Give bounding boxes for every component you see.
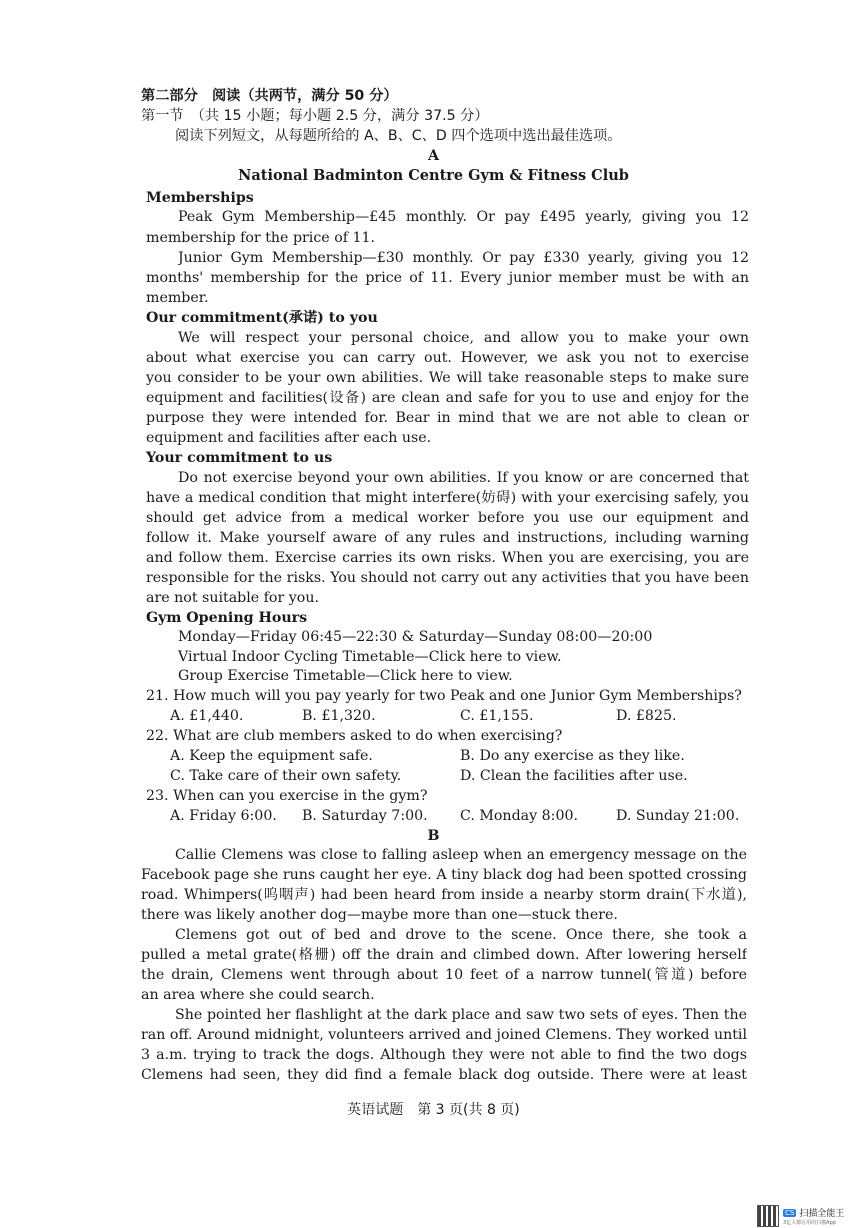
passage-a-letter: A [427, 148, 439, 164]
our-commitment-line: about what exercise you can carry out. However, we ask you not to exercise [146, 350, 749, 366]
passage-b-line: She pointed her flashlight at the dark place and saw two sets of eyes. Then the [175, 1007, 747, 1023]
qr-code-icon [757, 1205, 779, 1227]
option-c: C. Monday 8:00. [460, 808, 579, 824]
option-b: B. Do any exercise as they like. [460, 748, 685, 764]
your-commitment-line: are not suitable for you. [146, 590, 319, 606]
passage-b-line: road. Whimpers(呜咽声) had been heard from inside a nearby storm drain(下水道), [141, 887, 747, 903]
option-d: D. Clean the facilities after use. [460, 768, 688, 784]
memberships-line: Junior Gym Membership—£30 monthly. Or pay £330 yearly, giving you 12 [178, 250, 749, 266]
your-commitment-line: and follow them. Exercise carries its own risks. When you are exercising, you are [146, 550, 749, 566]
passage-b-line: the drain, Clemens went through about 10 feet of a narrow tunnel(管道) before [141, 967, 747, 983]
option-c: C. £1,155. [460, 708, 534, 724]
our-commitment-line: We will respect your personal choice, and allow you to make your own [178, 330, 749, 346]
our-commitment-line: purpose they were intended for. Bear in mind that we are not able to clean or [146, 410, 749, 426]
your-commitment-line: responsible for the risks. You should not carry out any activities that you have been [146, 570, 749, 586]
passage-b-line: ran off. Around midnight, volunteers arrived and joined Clemens. They worked until [141, 1027, 747, 1043]
our-commitment-line: equipment and facilities(设备) are clean and safe for you to use and enjoy for the [146, 390, 749, 406]
memberships-line: months' membership for the price of 11. Every junior member must be with an [146, 270, 749, 286]
hours-line: Monday—Friday 06:45—22:30 & Saturday—Sunday 08:00—20:00 [178, 629, 653, 645]
passage-b-line: Clemens had seen, they did find a female black dog outside. There were at least [141, 1067, 747, 1083]
memberships-heading: Memberships [146, 190, 254, 206]
option-a: A. Friday 6:00. [170, 808, 277, 824]
passage-b-line: 3 a.m. trying to track the dogs. Although they were not able to find the two dogs [141, 1047, 747, 1063]
hours-line: Group Exercise Timetable—Click here to view. [178, 668, 513, 684]
hours-line: Virtual Indoor Cycling Timetable—Click here to view. [178, 649, 562, 665]
your-commitment-heading: Your commitment to us [146, 450, 333, 466]
passage-b-line: Clemens got out of bed and drove to the scene. Once there, she took a [175, 927, 747, 943]
question-stem: 21. How much will you pay yearly for two Peak and one Junior Gym Memberships? [146, 688, 742, 704]
option-b: B. £1,320. [302, 708, 376, 724]
page-footer: 英语试题 第 3 页(共 8 页) [347, 1102, 520, 1118]
your-commitment-line: should get advice from a medical worker before you use our equipment and [146, 510, 749, 526]
passage-b-line: pulled a metal grate(格栅) off the drain and climbed down. After lowering herself [141, 947, 747, 963]
hours-heading: Gym Opening Hours [146, 610, 308, 626]
part-heading: 第二部分 阅读（共两节，满分 50 分） [141, 88, 398, 104]
scanner-stamp [757, 1205, 857, 1227]
passage-b-line: there was likely another dog—maybe more than one—stuck there. [141, 907, 618, 923]
passage-b-letter: B [427, 828, 440, 844]
scanner-app-name: 扫描全能王 [799, 1209, 845, 1219]
camscanner-logo-icon: CS [785, 1208, 795, 1217]
option-c: C. Take care of their own safety. [170, 768, 402, 784]
passage-a-title: National Badminton Centre Gym & Fitness Club [238, 167, 629, 184]
scanner-subtext: 3亿人都在用的扫描App [783, 1220, 836, 1226]
your-commitment-line: follow it. Make yourself aware of any rules and instructions, including warning [146, 530, 749, 546]
memberships-line: Peak Gym Membership—£45 monthly. Or pay £495 yearly, giving you 12 [178, 209, 749, 225]
our-commitment-line: equipment and facilities after each use. [146, 430, 432, 446]
your-commitment-line: Do not exercise beyond your own abilities. If you know or are concerned that [178, 470, 749, 486]
question-stem: 23. When can you exercise in the gym? [146, 788, 428, 804]
option-d: D. Sunday 21:00. [616, 808, 740, 824]
our-commitment-heading: Our commitment(承诺) to you [146, 310, 378, 326]
our-commitment-line: you consider to be your own abilities. We will take reasonable steps to make sure [146, 370, 749, 386]
passage-b-line: Facebook page she runs caught her eye. A tiny black dog had been spotted crossing [141, 867, 747, 883]
memberships-line: member. [146, 290, 209, 306]
option-b: B. Saturday 7:00. [302, 808, 428, 824]
section-heading: 第一节 （共 15 小题；每小题 2.5 分，满分 37.5 分） [141, 108, 489, 124]
option-d: D. £825. [616, 708, 677, 724]
passage-b-line: Callie Clemens was close to falling asleep when an emergency message on the [175, 847, 747, 863]
option-a: A. Keep the equipment safe. [170, 748, 373, 764]
instruction: 阅读下列短文，从每题所给的 A、B、C、D 四个选项中选出最佳选项。 [175, 128, 622, 144]
question-stem: 22. What are club members asked to do when exercising? [146, 728, 563, 744]
your-commitment-line: have a medical condition that might interfere(妨碍) with your exercising safely, you [146, 490, 749, 506]
option-a: A. £1,440. [170, 708, 244, 724]
passage-b-line: an area where she could search. [141, 987, 375, 1003]
memberships-line: membership for the price of 11. [146, 230, 376, 246]
